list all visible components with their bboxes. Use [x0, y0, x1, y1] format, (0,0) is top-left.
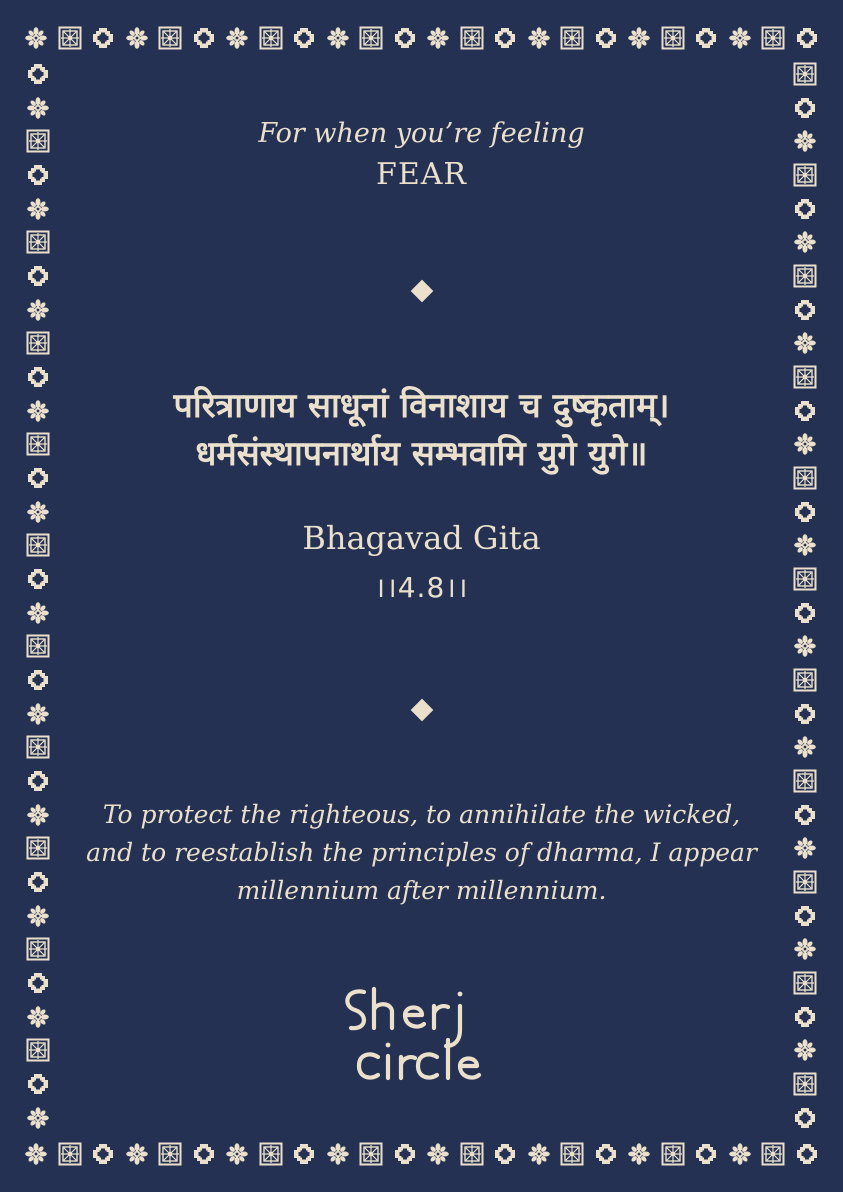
lattice-square-icon — [560, 1142, 584, 1166]
flower-motif-icon — [527, 1142, 551, 1166]
lattice-square-icon — [58, 26, 82, 50]
lattice-square-icon — [793, 668, 817, 692]
sanskrit-verse — [60, 382, 783, 478]
octagon-ring-icon — [594, 1142, 618, 1166]
flower-motif-icon — [26, 1005, 50, 1029]
border-left — [24, 62, 52, 1130]
flower-motif-icon — [793, 937, 817, 961]
lattice-square-icon — [793, 769, 817, 793]
octagon-ring-icon — [793, 1005, 817, 1029]
lattice-square-icon — [661, 26, 685, 50]
lattice-square-icon — [359, 1142, 383, 1166]
octagon-ring-icon — [91, 1142, 115, 1166]
lattice-square-icon — [158, 1142, 182, 1166]
lattice-square-icon — [26, 533, 50, 557]
octagon-ring-icon — [26, 567, 50, 591]
flower-motif-icon — [125, 1142, 149, 1166]
flower-motif-icon — [627, 1142, 651, 1166]
flower-motif-icon — [793, 634, 817, 658]
lattice-square-icon — [26, 230, 50, 254]
flower-motif-icon — [326, 1142, 350, 1166]
english-translation: To protect the righteous, to annihilate the wicked, and to reestablish the principles of dharma, I appear millennium after millennium. — [86, 800, 757, 905]
flower-motif-icon — [24, 1142, 48, 1166]
lattice-square-icon — [26, 1038, 50, 1062]
flower-motif-icon — [627, 26, 651, 50]
flower-motif-icon — [26, 1106, 50, 1130]
octagon-ring-icon — [26, 264, 50, 288]
flower-motif-icon — [728, 1142, 752, 1166]
octagon-ring-icon — [793, 298, 817, 322]
emotion-title: FEAR — [376, 157, 467, 192]
lattice-square-icon — [793, 567, 817, 591]
octagon-ring-icon — [793, 1106, 817, 1130]
lattice-square-icon — [793, 1072, 817, 1096]
flower-motif-icon — [793, 533, 817, 557]
lattice-square-icon — [793, 264, 817, 288]
lattice-square-icon — [761, 1142, 785, 1166]
octagon-ring-icon — [793, 399, 817, 423]
flower-motif-icon — [326, 26, 350, 50]
flower-motif-icon — [527, 26, 551, 50]
border-bottom — [24, 1140, 819, 1168]
octagon-ring-icon — [26, 62, 50, 86]
lattice-square-icon — [761, 26, 785, 50]
lattice-square-icon — [26, 432, 50, 456]
lattice-square-icon — [259, 26, 283, 50]
octagon-ring-icon — [26, 769, 50, 793]
diamond-divider-icon — [411, 699, 434, 722]
octagon-ring-icon — [192, 26, 216, 50]
octagon-ring-icon — [795, 1142, 819, 1166]
octagon-ring-icon — [91, 26, 115, 50]
octagon-ring-icon — [694, 1142, 718, 1166]
lattice-square-icon — [460, 1142, 484, 1166]
lattice-square-icon — [793, 870, 817, 894]
octagon-ring-icon — [694, 26, 718, 50]
lattice-square-icon — [793, 466, 817, 490]
octagon-ring-icon — [793, 904, 817, 928]
verse-source: Bhagavad Gita — [302, 519, 541, 557]
flower-motif-icon — [26, 601, 50, 625]
sanskrit-line-2: धर्मसंस्थापनार्थाय सम्भवामि युगे युगे॥ — [195, 434, 648, 474]
octagon-ring-icon — [793, 601, 817, 625]
octagon-ring-icon — [493, 26, 517, 50]
flower-motif-icon — [793, 230, 817, 254]
lattice-square-icon — [26, 331, 50, 355]
flower-motif-icon — [26, 904, 50, 928]
lattice-square-icon — [793, 62, 817, 86]
octagon-ring-icon — [26, 1072, 50, 1096]
flower-motif-icon — [728, 26, 752, 50]
flower-motif-icon — [26, 500, 50, 524]
octagon-ring-icon — [793, 803, 817, 827]
lattice-square-icon — [26, 129, 50, 153]
flower-motif-icon — [225, 26, 249, 50]
octagon-ring-icon — [292, 1142, 316, 1166]
lattice-square-icon — [26, 836, 50, 860]
lattice-square-icon — [661, 1142, 685, 1166]
octagon-ring-icon — [26, 163, 50, 187]
flower-motif-icon — [26, 298, 50, 322]
border-top — [24, 24, 819, 52]
lattice-square-icon — [793, 365, 817, 389]
flower-motif-icon — [793, 1038, 817, 1062]
flower-motif-icon — [225, 1142, 249, 1166]
flower-motif-icon — [793, 735, 817, 759]
lattice-square-icon — [793, 163, 817, 187]
octagon-ring-icon — [793, 96, 817, 120]
flower-motif-icon — [24, 26, 48, 50]
lattice-square-icon — [58, 1142, 82, 1166]
flower-motif-icon — [26, 197, 50, 221]
lattice-square-icon — [359, 26, 383, 50]
lattice-square-icon — [26, 937, 50, 961]
octagon-ring-icon — [793, 197, 817, 221]
flower-motif-icon — [26, 803, 50, 827]
octagon-ring-icon — [393, 1142, 417, 1166]
flower-motif-icon — [26, 702, 50, 726]
octagon-ring-icon — [26, 971, 50, 995]
octagon-ring-icon — [793, 702, 817, 726]
diamond-divider-icon — [411, 280, 434, 303]
flower-motif-icon — [125, 26, 149, 50]
octagon-ring-icon — [192, 1142, 216, 1166]
border-right — [791, 62, 819, 1130]
verse-reference: ।।4.8।। — [374, 571, 469, 604]
octagon-ring-icon — [493, 1142, 517, 1166]
lattice-square-icon — [158, 26, 182, 50]
flower-motif-icon — [793, 836, 817, 860]
lattice-square-icon — [793, 971, 817, 995]
octagon-ring-icon — [393, 26, 417, 50]
flower-motif-icon — [26, 96, 50, 120]
flower-motif-icon — [793, 432, 817, 456]
flower-motif-icon — [26, 399, 50, 423]
octagon-ring-icon — [26, 668, 50, 692]
octagon-ring-icon — [795, 26, 819, 50]
flower-motif-icon — [426, 26, 450, 50]
lattice-square-icon — [560, 26, 584, 50]
subtitle: For when you’re feeling — [258, 118, 585, 149]
octagon-ring-icon — [594, 26, 618, 50]
sanskrit-line-1: परित्राणाय साधूनां विनाशाय च दुष्कृताम्। — [173, 386, 670, 426]
octagon-ring-icon — [26, 870, 50, 894]
octagon-ring-icon — [26, 466, 50, 490]
flower-motif-icon — [793, 331, 817, 355]
sheri-circle-logo — [336, 982, 506, 1092]
lattice-square-icon — [26, 634, 50, 658]
flower-motif-icon — [426, 1142, 450, 1166]
octagon-ring-icon — [793, 500, 817, 524]
octagon-ring-icon — [26, 365, 50, 389]
lattice-square-icon — [26, 735, 50, 759]
lattice-square-icon — [259, 1142, 283, 1166]
flower-motif-icon — [793, 129, 817, 153]
lattice-square-icon — [460, 26, 484, 50]
octagon-ring-icon — [292, 26, 316, 50]
